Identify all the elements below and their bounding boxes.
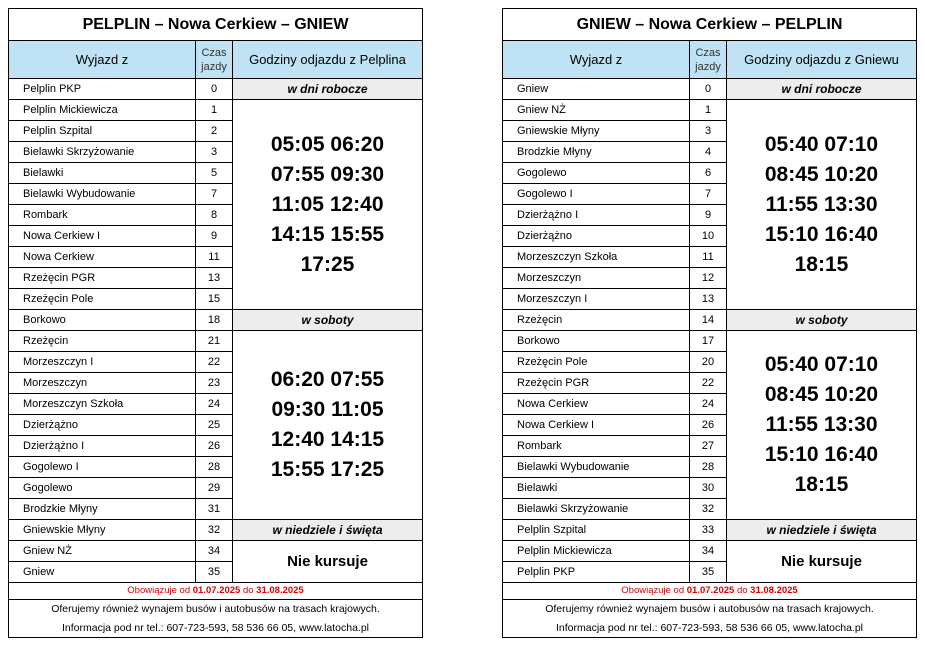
stop-row xyxy=(503,205,727,226)
saturday-label: w soboty xyxy=(727,310,916,331)
stop-name: Nowa Cerkiew I xyxy=(503,415,690,435)
stop-row xyxy=(503,310,727,331)
validity-prefix: Obowiązuje od xyxy=(127,585,191,596)
stop-row xyxy=(9,247,233,268)
travel-minutes: 1 xyxy=(196,100,233,120)
stop-name: Borkowo xyxy=(503,331,690,351)
travel-minutes: 34 xyxy=(196,541,233,561)
stop-row xyxy=(9,499,233,520)
stop-name: Dzierżążno I xyxy=(9,436,196,456)
stop-name: Bielawki Skrzyżowanie xyxy=(9,142,196,162)
stop-row xyxy=(503,520,727,541)
stop-name: Bielawki xyxy=(9,163,196,183)
stop-row xyxy=(9,520,233,541)
travel-minutes: 8 xyxy=(196,205,233,225)
stop-name: Gniewskie Młyny xyxy=(9,520,196,540)
stop-name: Pelplin Mickiewicza xyxy=(503,541,690,561)
header-travel-time: Czas jazdy xyxy=(690,41,727,79)
footer-offer-text: Oferujemy również wynajem busów i autobusów na trasach krajowych. xyxy=(51,603,380,615)
stop-row xyxy=(9,415,233,436)
stop-name: Pelplin PKP xyxy=(503,562,690,582)
stop-row xyxy=(503,100,727,121)
travel-minutes: 2 xyxy=(196,121,233,141)
stop-name: Gniew xyxy=(9,562,196,582)
travel-minutes: 22 xyxy=(690,373,727,393)
travel-minutes: 32 xyxy=(196,520,233,540)
header-departure-hours: Godziny odjazdu z Gniewu xyxy=(727,41,916,79)
travel-minutes: 6 xyxy=(690,163,727,183)
stop-name: Nowa Cerkiew xyxy=(9,247,196,267)
stop-row xyxy=(503,226,727,247)
stop-name: Gogolewo I xyxy=(503,184,690,204)
stop-name: Borkowo xyxy=(9,310,196,330)
travel-minutes: 12 xyxy=(690,268,727,288)
stop-row xyxy=(9,205,233,226)
stop-row xyxy=(503,79,727,100)
stop-row xyxy=(503,499,727,520)
validity-to-date: 31.08.2025 xyxy=(750,585,798,596)
travel-minutes: 7 xyxy=(690,184,727,204)
travel-minutes: 25 xyxy=(196,415,233,435)
travel-minutes: 35 xyxy=(196,562,233,582)
stop-name: Nowa Cerkiew I xyxy=(9,226,196,246)
stop-row xyxy=(503,394,727,415)
stop-row xyxy=(503,289,727,310)
travel-minutes: 14 xyxy=(690,310,727,330)
stop-name: Dzierżążno xyxy=(9,415,196,435)
footer-contact-text: Informacja pod nr tel.: 607-723-593, 58 536 66 05, www.latocha.pl xyxy=(61,622,370,634)
travel-minutes: 31 xyxy=(196,499,233,519)
stop-row xyxy=(503,268,727,289)
travel-minutes: 4 xyxy=(690,142,727,162)
travel-minutes: 30 xyxy=(690,478,727,498)
validity-line xyxy=(9,583,422,600)
travel-minutes: 29 xyxy=(196,478,233,498)
stop-name: Bielawki Skrzyżowanie xyxy=(503,499,690,519)
weekday-times-cell xyxy=(727,100,916,310)
travel-minutes: 9 xyxy=(196,226,233,246)
stops-list xyxy=(503,79,727,583)
travel-minutes: 20 xyxy=(690,352,727,372)
saturday-departure-times: 05:40 07:10 08:45 10:20 11:55 13:30 15:10 16:40 18:15 xyxy=(764,353,879,496)
travel-minutes: 3 xyxy=(196,142,233,162)
footer-info xyxy=(503,600,916,637)
stop-name: Morzeszczyn I xyxy=(9,352,196,372)
travel-minutes: 26 xyxy=(690,415,727,435)
stop-name: Brodzkie Młyny xyxy=(9,499,196,519)
stop-name: Pelplin PKP xyxy=(9,79,196,99)
travel-minutes: 35 xyxy=(690,562,727,582)
stop-row xyxy=(9,352,233,373)
stop-row xyxy=(9,142,233,163)
timetable-pelplin-gniew xyxy=(8,8,423,638)
stop-name: Rzeżęcin PGR xyxy=(9,268,196,288)
stop-name: Gniew NŻ xyxy=(9,541,196,561)
stop-row xyxy=(503,457,727,478)
travel-minutes: 34 xyxy=(690,541,727,561)
footer-info xyxy=(9,600,422,637)
sunday-label: w niedziele i święta xyxy=(233,520,422,541)
travel-minutes: 32 xyxy=(690,499,727,519)
travel-minutes: 33 xyxy=(690,520,727,540)
timetable-gniew-pelplin xyxy=(502,8,917,638)
stop-row xyxy=(503,142,727,163)
travel-minutes: 0 xyxy=(690,79,727,99)
stop-name: Rombark xyxy=(9,205,196,225)
stop-row xyxy=(503,436,727,457)
stop-row xyxy=(9,121,233,142)
stop-row xyxy=(9,562,233,583)
travel-minutes: 28 xyxy=(196,457,233,477)
stop-row xyxy=(9,541,233,562)
travel-minutes: 24 xyxy=(690,394,727,414)
validity-to-date: 31.08.2025 xyxy=(256,585,304,596)
travel-minutes: 13 xyxy=(690,289,727,309)
saturday-times-cell xyxy=(727,331,916,520)
travel-minutes: 21 xyxy=(196,331,233,351)
stop-row xyxy=(9,394,233,415)
stop-row xyxy=(503,247,727,268)
saturday-departure-times: 06:20 07:55 09:30 11:05 12:40 14:15 15:55 17:25 xyxy=(270,368,385,481)
stop-name: Bielawki xyxy=(503,478,690,498)
stop-name: Morzeszczyn xyxy=(9,373,196,393)
stops-list xyxy=(9,79,233,583)
stop-row xyxy=(9,268,233,289)
stop-row xyxy=(503,541,727,562)
weekday-label: w dni robocze xyxy=(727,79,916,100)
stop-row xyxy=(9,478,233,499)
stop-row xyxy=(9,226,233,247)
travel-minutes: 7 xyxy=(196,184,233,204)
travel-minutes: 10 xyxy=(690,226,727,246)
travel-minutes: 15 xyxy=(196,289,233,309)
no-service-text: Nie kursuje xyxy=(781,553,862,570)
travel-minutes: 3 xyxy=(690,121,727,141)
stop-row xyxy=(9,289,233,310)
travel-minutes: 22 xyxy=(196,352,233,372)
stop-name: Rzeżęcin Pole xyxy=(9,289,196,309)
stop-row xyxy=(503,415,727,436)
travel-minutes: 28 xyxy=(690,457,727,477)
stop-name: Gogolewo xyxy=(503,163,690,183)
stop-name: Gogolewo xyxy=(9,478,196,498)
timetable-title: GNIEW – Nowa Cerkiew – PELPLIN xyxy=(503,9,916,41)
stop-name: Dzierżążno xyxy=(503,226,690,246)
stop-row xyxy=(9,100,233,121)
stop-name: Dzierżążno I xyxy=(503,205,690,225)
validity-to-word: do xyxy=(736,585,748,596)
travel-minutes: 26 xyxy=(196,436,233,456)
sunday-times-cell xyxy=(727,541,916,583)
travel-minutes: 1 xyxy=(690,100,727,120)
stop-name: Bielawki Wybudowanie xyxy=(503,457,690,477)
stop-name: Rzeżęcin xyxy=(9,331,196,351)
travel-minutes: 9 xyxy=(690,205,727,225)
stop-name: Rzeżęcin xyxy=(503,310,690,330)
travel-minutes: 24 xyxy=(196,394,233,414)
weekday-departure-times: 05:40 07:10 08:45 10:20 11:55 13:30 15:10 16:40 18:15 xyxy=(764,132,879,276)
travel-minutes: 5 xyxy=(196,163,233,183)
header-departure-from: Wyjazd z xyxy=(503,41,690,79)
no-service-text: Nie kursuje xyxy=(287,553,368,570)
stop-row xyxy=(9,163,233,184)
saturday-times-cell xyxy=(233,331,422,520)
sunday-label: w niedziele i święta xyxy=(727,520,916,541)
stop-row xyxy=(9,373,233,394)
stop-name: Morzeszczyn Szkoła xyxy=(9,394,196,414)
stop-name: Brodzkie Młyny xyxy=(503,142,690,162)
stop-row xyxy=(503,562,727,583)
stop-name: Rzeżęcin Pole xyxy=(503,352,690,372)
footer-offer-text: Oferujemy również wynajem busów i autobusów na trasach krajowych. xyxy=(545,603,874,615)
stop-row xyxy=(503,331,727,352)
stop-row xyxy=(9,184,233,205)
stop-name: Bielawki Wybudowanie xyxy=(9,184,196,204)
stop-row xyxy=(503,373,727,394)
header-departure-hours: Godziny odjazdu z Pelplina xyxy=(233,41,422,79)
stop-name: Rombark xyxy=(503,436,690,456)
stop-name: Pelplin Mickiewicza xyxy=(9,100,196,120)
stop-name: Pelplin Szpital xyxy=(503,520,690,540)
stop-row xyxy=(9,79,233,100)
validity-to-word: do xyxy=(242,585,254,596)
stop-row xyxy=(9,331,233,352)
validity-from-date: 01.07.2025 xyxy=(192,585,241,596)
weekday-label: w dni robocze xyxy=(233,79,422,100)
stop-row xyxy=(9,310,233,331)
travel-minutes: 17 xyxy=(690,331,727,351)
stop-row xyxy=(9,457,233,478)
stop-row xyxy=(503,478,727,499)
validity-from-date: 01.07.2025 xyxy=(686,585,735,596)
stop-name: Gniewskie Młyny xyxy=(503,121,690,141)
stop-name: Gogolewo I xyxy=(9,457,196,477)
stop-row xyxy=(503,163,727,184)
weekday-times-cell xyxy=(233,100,422,310)
stop-name: Pelplin Szpital xyxy=(9,121,196,141)
validity-line xyxy=(503,583,916,600)
travel-minutes: 27 xyxy=(690,436,727,456)
stop-name: Morzeszczyn I xyxy=(503,289,690,309)
header-travel-time: Czas jazdy xyxy=(196,41,233,79)
sunday-times-cell xyxy=(233,541,422,583)
stop-row xyxy=(503,121,727,142)
stop-name: Morzeszczyn Szkoła xyxy=(503,247,690,267)
timetable-title: PELPLIN – Nowa Cerkiew – GNIEW xyxy=(9,9,422,41)
travel-minutes: 0 xyxy=(196,79,233,99)
travel-minutes: 11 xyxy=(690,247,727,267)
saturday-label: w soboty xyxy=(233,310,422,331)
header-departure-from: Wyjazd z xyxy=(9,41,196,79)
stop-row xyxy=(503,184,727,205)
stop-name: Nowa Cerkiew xyxy=(503,394,690,414)
validity-prefix: Obowiązuje od xyxy=(621,585,685,596)
stop-name: Morzeszczyn xyxy=(503,268,690,288)
weekday-departure-times: 05:05 06:20 07:55 09:30 11:05 12:40 14:15 15:55 17:25 xyxy=(270,132,385,276)
travel-minutes: 11 xyxy=(196,247,233,267)
travel-minutes: 18 xyxy=(196,310,233,330)
stop-name: Gniew NŻ xyxy=(503,100,690,120)
travel-minutes: 23 xyxy=(196,373,233,393)
stop-row xyxy=(9,436,233,457)
stop-name: Rzeżęcin PGR xyxy=(503,373,690,393)
travel-minutes: 13 xyxy=(196,268,233,288)
stop-name: Gniew xyxy=(503,79,690,99)
stop-row xyxy=(503,352,727,373)
footer-contact-text: Informacja pod nr tel.: 607-723-593, 58 536 66 05, www.latocha.pl xyxy=(555,622,864,634)
